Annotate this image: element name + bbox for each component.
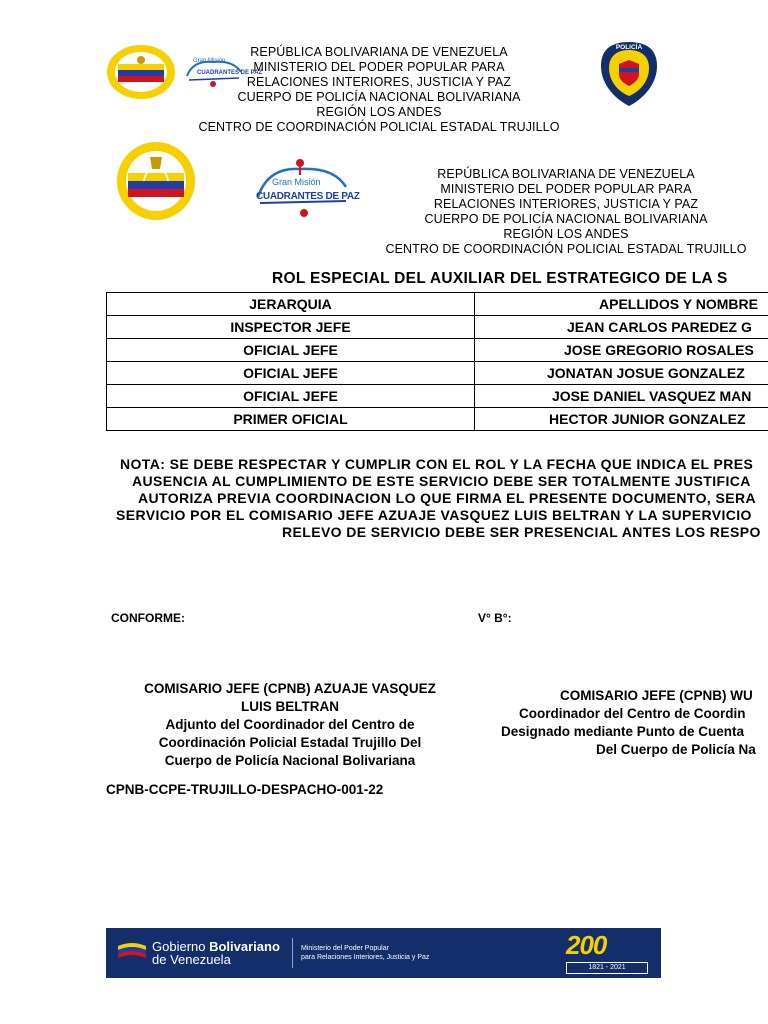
bicentennial-logo xyxy=(566,930,652,976)
bicentennial-number: 200 xyxy=(566,930,607,960)
header-small-line: REPÚBLICA BOLIVARIANA DE VENEZUELA xyxy=(250,45,508,59)
name-cell: JOSE DANIEL VASQUEZ MAN xyxy=(475,385,768,408)
gran-mision-text-small: Gran Misión xyxy=(193,58,226,64)
reference-code: CPNB-CCPE-TRUJILLO-DESPACHO-001-22 xyxy=(106,782,384,797)
note-paragraph xyxy=(110,456,768,541)
bicentennial-years: 1821 - 2021 xyxy=(566,962,648,974)
header-large-line: REPÚBLICA BOLIVARIANA DE VENEZUELA xyxy=(437,167,695,181)
table-row xyxy=(107,339,768,362)
header-large-line: RELACIONES INTERIORES, JUSTICIA Y PAZ xyxy=(433,197,699,211)
cuadrantes-text-small: CUADRANTES DE PAZ xyxy=(197,70,263,76)
rank-cell: OFICIAL JEFE xyxy=(107,362,475,385)
footer-banner xyxy=(106,928,661,978)
note-line: NOTA: SE DEBE RESPECTAR Y CUMPLIR CON EL ROL Y LA FECHA QUE INDICA EL PRES xyxy=(120,456,754,472)
table-row xyxy=(107,362,768,385)
signer-left-line: Coordinación Policial Estadal Trujillo Del xyxy=(158,735,422,750)
police-badge-logo xyxy=(597,40,661,108)
rank-cell: OFICIAL JEFE xyxy=(107,385,475,408)
header-small-line: CUERPO DE POLICÍA NACIONAL BOLIVARIANA xyxy=(237,90,521,104)
conforme-label: CONFORME: xyxy=(111,611,185,625)
gran-mision-cuadrantes-logo xyxy=(250,157,360,219)
cuadrantes-text: CUADRANTES DE PAZ xyxy=(256,191,360,202)
banner-ministry-line1: Ministerio del Poder Popular xyxy=(301,945,389,952)
signer-right-line: Coordinador del Centro de Coordin xyxy=(519,706,746,721)
name-cell: JOSE GREGORIO ROSALES xyxy=(475,339,768,362)
name-cell: JEAN CARLOS PAREDEZ G xyxy=(475,316,768,339)
signer-right-line: Del Cuerpo de Policía Na xyxy=(596,742,756,757)
header-large-line: CENTRO DE COORDINACIÓN POLICIAL ESTADAL TRUJILLO xyxy=(385,242,747,256)
rank-cell: INSPECTOR JEFE xyxy=(107,316,475,339)
signer-left-line: LUIS BELTRAN xyxy=(241,699,339,714)
roster-table xyxy=(106,292,768,431)
banner-ministry-text xyxy=(301,944,429,962)
signer-right-block xyxy=(500,687,768,759)
signer-right-line: Designado mediante Punto de Cuenta xyxy=(501,724,745,739)
table-row xyxy=(107,316,768,339)
header-small-line: RELACIONES INTERIORES, JUSTICIA Y PAZ xyxy=(246,75,512,89)
note-line: AUTORIZA PREVIA COORDINACION LO QUE FIRMA EL PRESENTE DOCUMENTO, SERA xyxy=(138,490,756,506)
signer-right-line: COMISARIO JEFE (CPNB) WU xyxy=(560,688,753,703)
header-large xyxy=(366,167,766,257)
ministry-seal-logo-small xyxy=(106,44,176,100)
column-header-apellidos: APELLIDOS Y NOMBRE xyxy=(475,293,768,316)
document-title: ROL ESPECIAL DEL AUXILIAR DEL ESTRATEGICO DE LA S xyxy=(272,270,728,287)
table-header-row xyxy=(107,293,768,316)
header-large-line: REGIÓN LOS ANDES xyxy=(503,227,629,241)
header-small-line: CENTRO DE COORDINACIÓN POLICIAL ESTADAL TRUJILLO xyxy=(198,120,560,134)
rank-cell: OFICIAL JEFE xyxy=(107,339,475,362)
header-large-line: MINISTERIO DEL PODER POPULAR PARA xyxy=(440,182,692,196)
table-row xyxy=(107,385,768,408)
gran-mision-text: Gran Misión xyxy=(272,177,321,187)
brand-line1-a: Gobierno xyxy=(152,939,210,954)
column-header-jerarquia: JERARQUIA xyxy=(107,293,475,316)
signer-left-line: Adjunto del Coordinador del Centro de xyxy=(165,717,415,732)
ministry-seal-logo xyxy=(114,141,198,221)
header-large-line: CUERPO DE POLICÍA NACIONAL BOLIVARIANA xyxy=(424,212,708,226)
venezuela-flag-icon xyxy=(116,940,148,964)
table-row xyxy=(107,408,768,431)
police-badge-top-text: POLICÍA xyxy=(615,44,643,51)
banner-divider xyxy=(292,938,293,968)
brand-line2: de Venezuela xyxy=(152,952,231,967)
signer-left-line: COMISARIO JEFE (CPNB) AZUAJE VASQUEZ xyxy=(144,681,436,696)
header-small-line: REGIÓN LOS ANDES xyxy=(316,105,442,119)
name-cell: JONATAN JOSUE GONZALEZ xyxy=(475,362,768,385)
note-line: AUSENCIA AL CUMPLIMIENTO DE ESTE SERVICIO DEBE SER TOTALMENTE JUSTIFICA xyxy=(132,473,751,489)
header-small xyxy=(179,45,579,135)
signer-left-block xyxy=(106,680,474,770)
note-line: SERVICIO POR EL COMISARIO JEFE AZUAJE VASQUEZ LUIS BELTRAN Y LA SUPERVICIO xyxy=(116,507,752,523)
name-cell: HECTOR JUNIOR GONZALEZ xyxy=(475,408,768,431)
banner-ministry-line2: para Relaciones Interiores, Justicia y Paz xyxy=(301,954,430,961)
note-line: RELEVO DE SERVICIO DEBE SER PRESENCIAL ANTES LOS RESPO xyxy=(282,524,761,540)
rank-cell: PRIMER OFICIAL xyxy=(107,408,475,431)
signer-left-line: Cuerpo de Policía Nacional Bolivariana xyxy=(164,753,416,768)
vobo-label: V° B°: xyxy=(478,611,512,625)
brand-line1-b: Bolivariano xyxy=(209,939,280,954)
header-small-line: MINISTERIO DEL PODER POPULAR PARA xyxy=(253,60,505,74)
